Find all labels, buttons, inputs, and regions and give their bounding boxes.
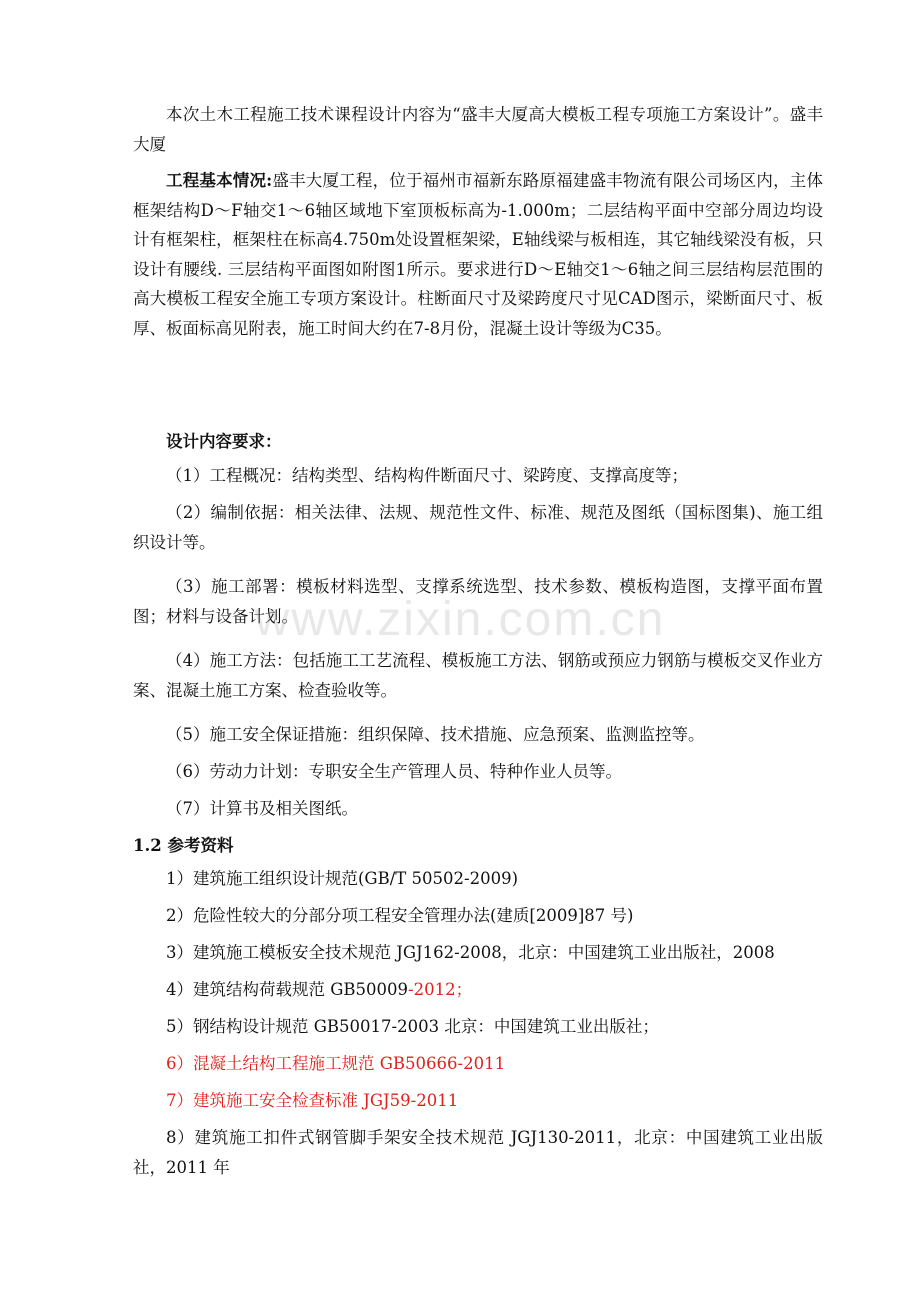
reference-text-red: -2012； [408,980,473,999]
basic-info-text: 盛丰大厦工程，位于福州市福新东路原福建盛丰物流有限公司场区内，主体框架结构D～F轴交1～6轴区域地下室顶板标高为-1.000m；二层结构平面中空部分周边均设计有框架柱，框架柱在标高4.750m处设置框架梁，E轴线梁与板相连，其它轴线梁没有板，只设计有腰线. 三层结构平面图如附图1所示。要求进行D～E轴交1～6轴之间三层结构层范围的高大模板工程安全施工专项方案设计。柱断面尺寸及梁跨度尺寸见CAD图示，梁断面尺寸、板厚、板面标高见附表，施工时间大约在7-8月份，混凝土设计等级为C35。 [133,171,824,338]
requirement-item: （4）施工方法：包括施工工艺流程、模板施工方法、钢筋或预应力钢筋与模板交叉作业方案、混凝土施工方案、检查验收等。 [133,651,823,700]
intro-paragraph [133,100,823,159]
reference-item [133,1049,823,1079]
reference-text: 5）钢结构设计规范 GB50017-2003 北京：中国建筑工业出版社； [166,1017,659,1036]
requirement-item: （5）施工安全保证措施：组织保障、技术措施、应急预案、监测监控等。 [166,725,705,744]
requirement-item: （6）劳动力计划：专职安全生产管理人员、特种作业人员等。 [166,762,622,781]
requirement-item: （7）计算书及相关图纸。 [166,799,358,818]
requirements-heading: 设计内容要求： [166,432,282,451]
reference-item [133,1123,823,1182]
reference-item [133,975,823,1005]
reference-item [133,1012,823,1042]
reference-text-red: 6）混凝土结构工程施工规范 GB50666-2011 [166,1054,506,1073]
reference-item [133,864,823,894]
basic-info-label: 工程基本情况: [166,171,273,190]
requirement-item: （2）编制依据：相关法律、法规、规范性文件、标准、规范及图纸（国标图集)、施工组织设计等。 [133,503,823,552]
requirement-item: （3）施工部署：模板材料选型、支撑系统选型、技术参数、模板构造图，支撑平面布置图；材料与设备计划。 [133,577,823,626]
reference-text: 1）建筑施工组织设计规范(GB/T 50502-2009) [166,869,519,888]
reference-text: 4）建筑结构荷载规范 GB50009 [166,980,409,999]
watermark: www.zixin.com.cn [254,593,666,646]
reference-text: 2）危险性较大的分部分项工程安全管理办法(建质[2009]87 号) [166,906,634,925]
requirement-item: （1）工程概况：结构类型、结构构件断面尺寸、梁跨度、支撑高度等； [166,466,688,485]
reference-item [133,938,823,968]
reference-text: 8）建筑施工扣件式钢管脚手架安全技术规范 JGJ130-2011，北京：中国建筑工业出版社，2011 年 [133,1128,823,1177]
reference-item [133,901,823,931]
reference-text: 3）建筑施工模板安全技术规范 JGJ162-2008，北京：中国建筑工业出版社，2008 [166,943,775,962]
reference-item [133,1086,823,1116]
basic-info-paragraph [133,166,823,343]
intro-text: 本次土木工程施工技术课程设计内容为“盛丰大厦高大模板工程专项施工方案设计”。盛丰大厦 [133,105,823,154]
references-heading: 1.2 参考资料 [133,836,234,855]
reference-text-red: 7）建筑施工安全检查标准 JGJ59-2011 [166,1091,459,1110]
